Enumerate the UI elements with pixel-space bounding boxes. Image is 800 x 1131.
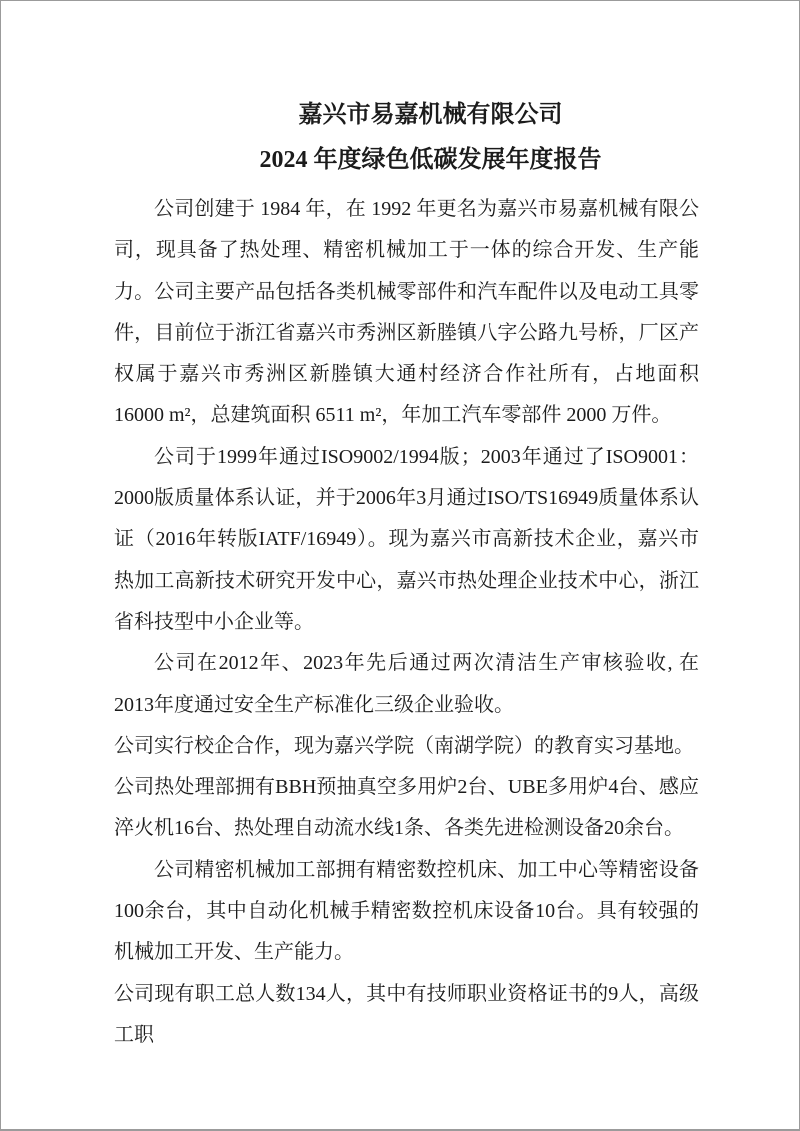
paragraph: 公司实行校企合作，现为嘉兴学院（南湖学院）的教育实习基地。 — [114, 734, 694, 757]
paragraph: 公司于1999年通过ISO9002/1994版；2003年通过了ISO9001：2000版质量体系认证，并于2006年3月通过ISO/TS16949质量体系认证（2016年转版IATF/16949）。现为嘉兴市高新技术企业，嘉兴市热加工高新技术研究开发中心，嘉兴市热处理企业技术中心，浙江省科技型中小企业等。 — [114, 445, 699, 633]
paragraph: 公司在2012年、2023年先后通过两次清洁生产审核验收, 在2013年度通过安全生产标准化三级企业验收。 — [114, 652, 699, 716]
document-content — [1, 1, 799, 1056]
paragraph: 公司创建于 1984 年，在 1992 年更名为嘉兴市易嘉机械有限公司，现具备了热处理、精密机械加工于一体的综合开发、生产能力。公司主要产品包括各类机械零部件和汽车配件以及电动工具零件，目前位于浙江省嘉兴市秀洲区新塍镇八字公路九号桥，厂区产权属于嘉兴市秀洲区新塍镇大通村经济合作社所有，占地面积 16000 m²，总建筑面积 6511 m²，年加工汽车零部件 2000 万件。 — [114, 198, 699, 427]
document-title: 嘉兴市易嘉机械有限公司 — [298, 102, 563, 128]
document-title-block — [114, 93, 699, 183]
document-subtitle: 2024 年度绿色低碳发展年度报告 — [259, 147, 602, 173]
paragraph: 公司现有职工总人数134人，其中有技师职业资格证书的9人，高级工职 — [114, 982, 699, 1046]
paragraph: 公司热处理部拥有BBH预抽真空多用炉2台、UBE多用炉4台、感应淬火机16台、热处理自动流水线1条、各类先进检测设备20余台。 — [114, 776, 699, 840]
paragraph: 公司精密机械加工部拥有精密数控机床、加工中心等精密设备100余台，其中自动化机械手精密数控机床设备10台。具有较强的机械加工开发、生产能力。 — [114, 858, 699, 964]
document-body — [114, 189, 699, 1056]
